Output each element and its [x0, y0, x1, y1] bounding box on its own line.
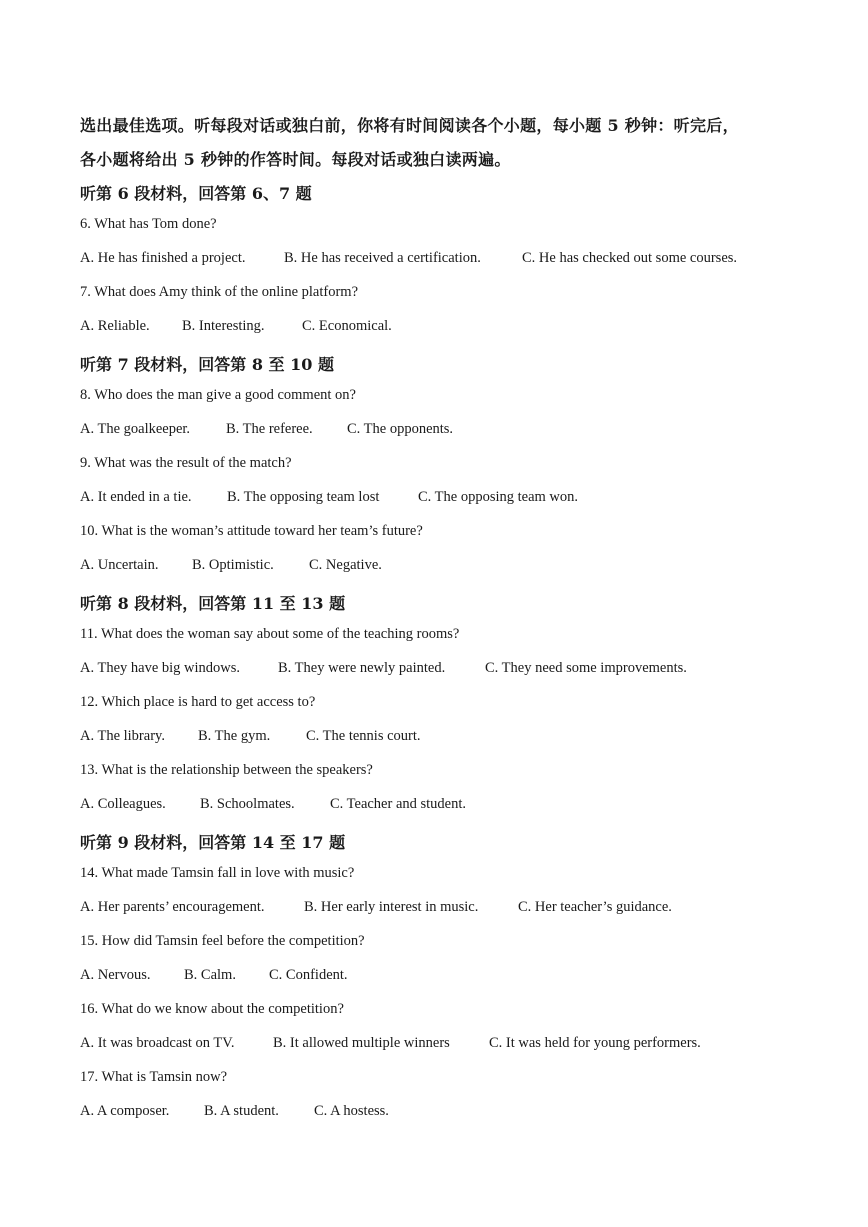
section-header: 听第 6 段材料，回答第 6、7 题 [80, 184, 312, 203]
option-a[interactable]: A. The goalkeeper. [80, 421, 191, 437]
option-b[interactable]: B. Interesting. [182, 318, 265, 334]
option-a[interactable]: A. Nervous. [80, 967, 151, 983]
option-c[interactable]: C. He has checked out some courses. [522, 250, 738, 266]
question-text: 13. What is the relationship between the speakers? [80, 762, 373, 778]
question-text: 10. What is the woman’s attitude toward her team’s future? [80, 523, 423, 539]
option-a[interactable]: A. Colleagues. [80, 796, 166, 812]
option-b[interactable]: B. They were newly painted. [278, 660, 446, 676]
option-b[interactable]: B. A student. [204, 1103, 279, 1119]
option-c[interactable]: C. They need some improvements. [485, 660, 687, 676]
option-a[interactable]: A. Uncertain. [80, 557, 159, 573]
question-text: 12. Which place is hard to get access to? [80, 694, 316, 710]
option-a[interactable]: A. He has finished a project. [80, 250, 246, 266]
option-a[interactable]: A. The library. [80, 728, 165, 744]
option-b[interactable]: B. Optimistic. [192, 557, 274, 573]
option-b[interactable]: B. Schoolmates. [200, 796, 295, 812]
question-text: 16. What do we know about the competition? [80, 1001, 344, 1017]
option-b[interactable]: B. Calm. [184, 967, 236, 983]
option-b[interactable]: B. Her early interest in music. [304, 899, 479, 915]
option-a[interactable]: A. A composer. [80, 1103, 170, 1119]
option-a[interactable]: A. Reliable. [80, 318, 150, 334]
question-text: 8. Who does the man give a good comment on? [80, 387, 356, 403]
option-c[interactable]: C. The tennis court. [306, 728, 421, 744]
section-header: 听第 7 段材料，回答第 8 至 10 题 [80, 355, 334, 374]
question-text: 14. What made Tamsin fall in love with music? [80, 865, 355, 881]
option-a[interactable]: A. It was broadcast on TV. [80, 1035, 235, 1051]
option-c[interactable]: C. Economical. [302, 318, 392, 334]
option-b[interactable]: B. The opposing team lost [227, 489, 380, 505]
option-b[interactable]: B. He has received a certification. [284, 250, 481, 266]
option-c[interactable]: C. Negative. [309, 557, 382, 573]
option-b[interactable]: B. It allowed multiple winners [273, 1035, 450, 1051]
option-c[interactable]: C. The opponents. [347, 421, 454, 437]
option-a[interactable]: A. They have big windows. [80, 660, 241, 676]
section-header: 听第 8 段材料，回答第 11 至 13 题 [80, 594, 346, 613]
question-text: 7. What does Amy think of the online platform? [80, 284, 358, 300]
question-text: 9. What was the result of the match? [80, 455, 292, 471]
instruction-line-2: 各小题将给出 5 秒钟的作答时间。每段对话或独白读两遍。 [80, 150, 511, 169]
instruction-line-1: 选出最佳选项。听每段对话或独白前，你将有时间阅读各个小题，每小题 5 秒钟：听完后， [80, 116, 739, 135]
option-c[interactable]: C. Teacher and student. [330, 796, 467, 812]
question-text: 11. What does the woman say about some of the teaching rooms? [80, 626, 460, 642]
question-text: 6. What has Tom done? [80, 216, 217, 232]
option-c[interactable]: C. A hostess. [314, 1103, 389, 1119]
option-c[interactable]: C. It was held for young performers. [489, 1035, 701, 1051]
option-c[interactable]: C. Confident. [269, 967, 348, 983]
section-header: 听第 9 段材料，回答第 14 至 17 题 [80, 833, 346, 852]
question-text: 17. What is Tamsin now? [80, 1069, 228, 1085]
option-a[interactable]: A. It ended in a tie. [80, 489, 192, 505]
option-b[interactable]: B. The referee. [226, 421, 313, 437]
option-a[interactable]: A. Her parents’ encouragement. [80, 899, 265, 915]
option-c[interactable]: C. Her teacher’s guidance. [518, 899, 672, 915]
option-c[interactable]: C. The opposing team won. [418, 489, 579, 505]
option-b[interactable]: B. The gym. [198, 728, 271, 744]
question-text: 15. How did Tamsin feel before the competition? [80, 933, 365, 949]
